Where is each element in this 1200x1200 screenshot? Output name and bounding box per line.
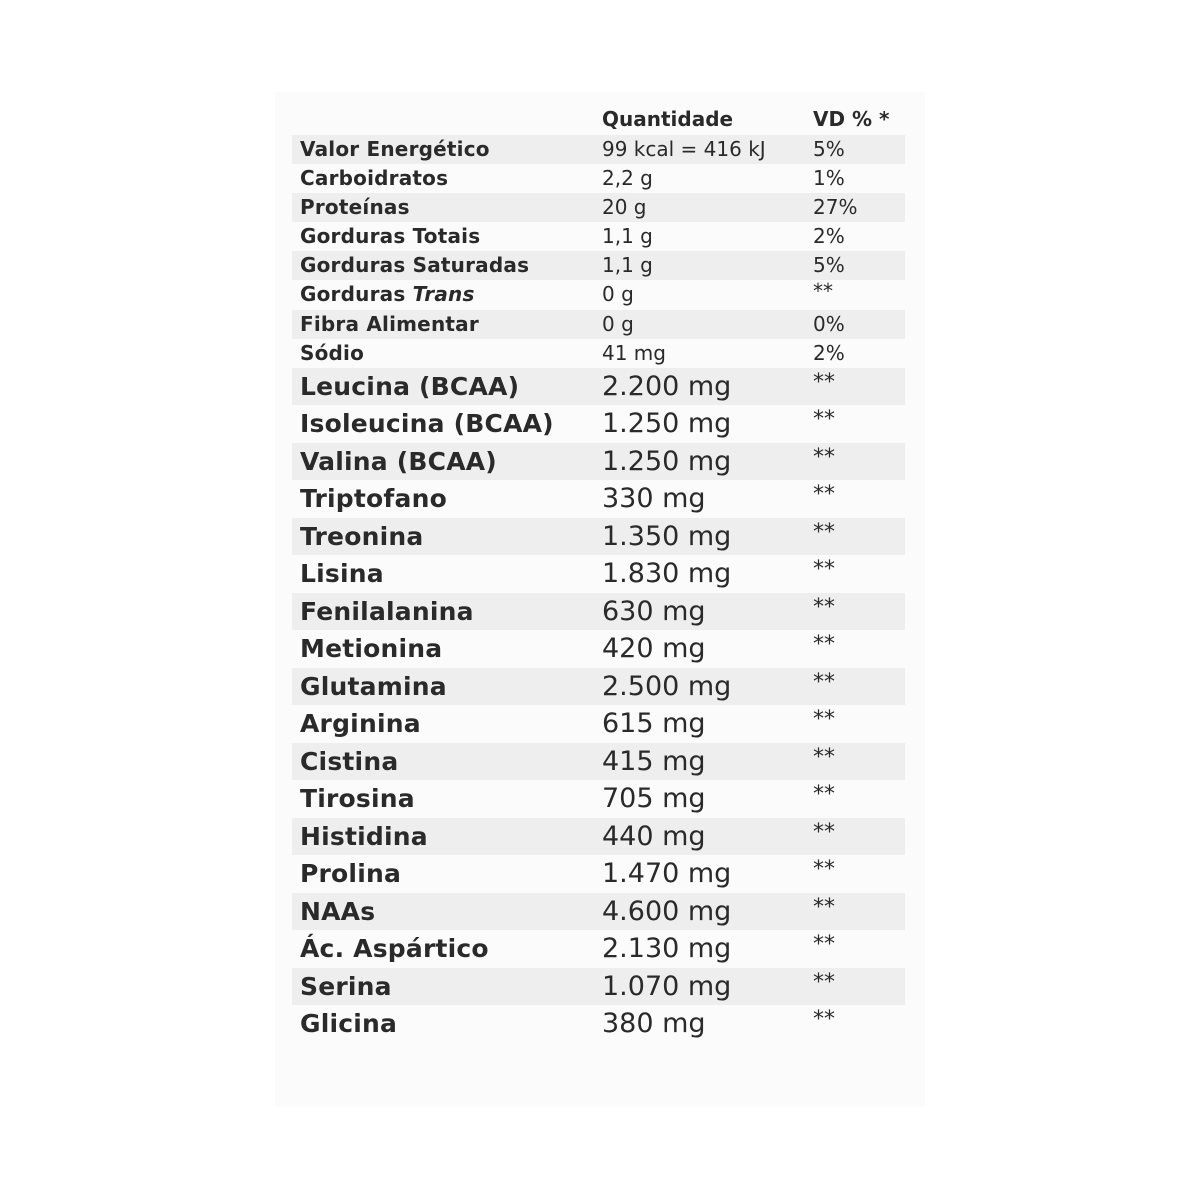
header-quantity: Quantidade [602,107,734,131]
nutrient-name: Valor Energético [300,137,490,161]
nutrient-name: Cistina [300,746,399,776]
nutrient-daily-value: ** [813,707,835,733]
nutrient-name: Tirosina [300,784,415,814]
nutrient-quantity: 41 mg [602,340,666,365]
nutrient-name: Serina [300,971,392,1001]
nutrient-name: Metionina [300,634,443,664]
nutrient-name: Fenilalanina [300,596,474,626]
nutrient-quantity: 1.070 mg [602,970,732,1002]
table-row [292,164,905,193]
nutrient-daily-value: ** [813,482,835,508]
nutrient-quantity: 1.830 mg [602,558,732,590]
nutrient-name: Glutamina [300,671,447,701]
table-row [292,743,905,781]
nutrient-name: Fibra Alimentar [300,311,479,336]
table-row [292,780,905,818]
table-row [292,818,905,856]
nutrient-daily-value: ** [813,1007,835,1033]
nutrient-name: Valina (BCAA) [300,446,497,476]
nutrient-name: Gorduras Saturadas [300,253,530,278]
nutrient-name: Carboidratos [300,166,449,191]
nutrient-daily-value: ** [813,407,835,433]
table-row [292,368,905,406]
nutrient-name: Histidina [300,821,428,851]
nutrient-name: Glicina [300,1009,398,1039]
table-row [292,705,905,743]
nutrient-daily-value: ** [813,857,835,883]
table-row [292,480,905,518]
nutrient-quantity: 20 g [602,195,647,220]
nutrient-daily-value: 27% [813,195,858,220]
table-row [292,668,905,706]
table-row [292,443,905,481]
nutrient-quantity: 1.250 mg [602,445,732,477]
nutrient-quantity: 440 mg [602,820,706,852]
table-row [292,193,905,222]
nutrient-name: Triptofano [300,484,447,514]
nutrient-name: Proteínas [300,195,410,220]
nutrient-quantity: 99 kcal = 416 kJ [602,137,766,161]
nutrient-quantity: 4.600 mg [602,895,732,927]
nutrient-daily-value: 2% [813,340,845,365]
table-row [292,555,905,593]
nutrient-name: Sódio [300,340,365,365]
nutrient-quantity: 2,2 g [602,166,653,191]
nutrient-quantity: 415 mg [602,745,706,777]
nutrient-name: Isoleucina (BCAA) [300,409,554,439]
nutrient-name: Ác. Aspártico [300,934,489,964]
nutrient-quantity: 420 mg [602,633,706,665]
table-row [292,893,905,931]
table-row [292,280,905,309]
nutrient-quantity: 2.200 mg [602,370,732,402]
nutrient-name: Lisina [300,559,384,589]
nutrient-name: Gorduras Totais [300,224,481,249]
nutrient-name-main: Gorduras [300,282,406,307]
table-row [292,930,905,968]
nutrient-name-italic: Trans [412,282,475,307]
nutrient-daily-value: ** [813,819,835,845]
table-row [292,135,905,164]
nutrient-quantity: 705 mg [602,783,706,815]
nutrient-quantity: 330 mg [602,483,706,515]
nutrient-daily-value: ** [813,519,835,545]
nutrient-name [300,280,475,309]
nutrient-daily-value: ** [813,932,835,958]
header-daily-value: VD % * [813,107,890,131]
nutrient-quantity: 1,1 g [602,224,653,249]
nutrient-quantity: 1.350 mg [602,520,732,552]
nutrient-name: Leucina (BCAA) [300,371,520,401]
nutrient-daily-value: ** [813,744,835,770]
table-row [292,1005,905,1043]
nutrient-name: Prolina [300,859,402,889]
nutrient-daily-value: ** [813,369,835,395]
table-row [292,222,905,251]
table-row [292,518,905,556]
nutrient-daily-value: 0% [813,311,845,336]
table-row [292,405,905,443]
nutrient-daily-value: 1% [813,166,845,191]
table-row [292,630,905,668]
nutrient-daily-value: ** [813,594,835,620]
nutrient-quantity: 2.500 mg [602,670,732,702]
nutrient-daily-value: ** [813,557,835,583]
nutrient-quantity: 1,1 g [602,253,653,278]
nutrient-daily-value: ** [813,669,835,695]
nutrient-quantity: 380 mg [602,1008,706,1040]
nutrient-daily-value: ** [813,279,833,304]
nutrient-daily-value: ** [813,969,835,995]
nutrient-quantity: 1.470 mg [602,858,732,890]
nutrient-quantity: 2.130 mg [602,933,732,965]
table-row [292,251,905,280]
nutrient-name: NAAs [300,896,376,926]
nutrient-daily-value: ** [813,782,835,808]
nutrient-quantity: 0 g [602,311,634,336]
nutrient-name: Arginina [300,709,421,739]
table-header [292,104,905,135]
nutrient-quantity: 0 g [602,282,634,307]
nutrient-quantity: 1.250 mg [602,408,732,440]
nutrient-daily-value: 5% [813,253,845,278]
nutrient-daily-value: ** [813,444,835,470]
nutrient-quantity: 630 mg [602,595,706,627]
table-row [292,593,905,631]
table-row [292,310,905,339]
nutrient-name: Treonina [300,521,424,551]
nutrient-daily-value: ** [813,632,835,658]
nutrient-daily-value: 5% [813,137,845,161]
table-row [292,855,905,893]
nutrient-daily-value: 2% [813,224,845,249]
nutrient-quantity: 615 mg [602,708,706,740]
nutrient-daily-value: ** [813,894,835,920]
nutrition-table [292,104,905,1043]
table-row [292,968,905,1006]
